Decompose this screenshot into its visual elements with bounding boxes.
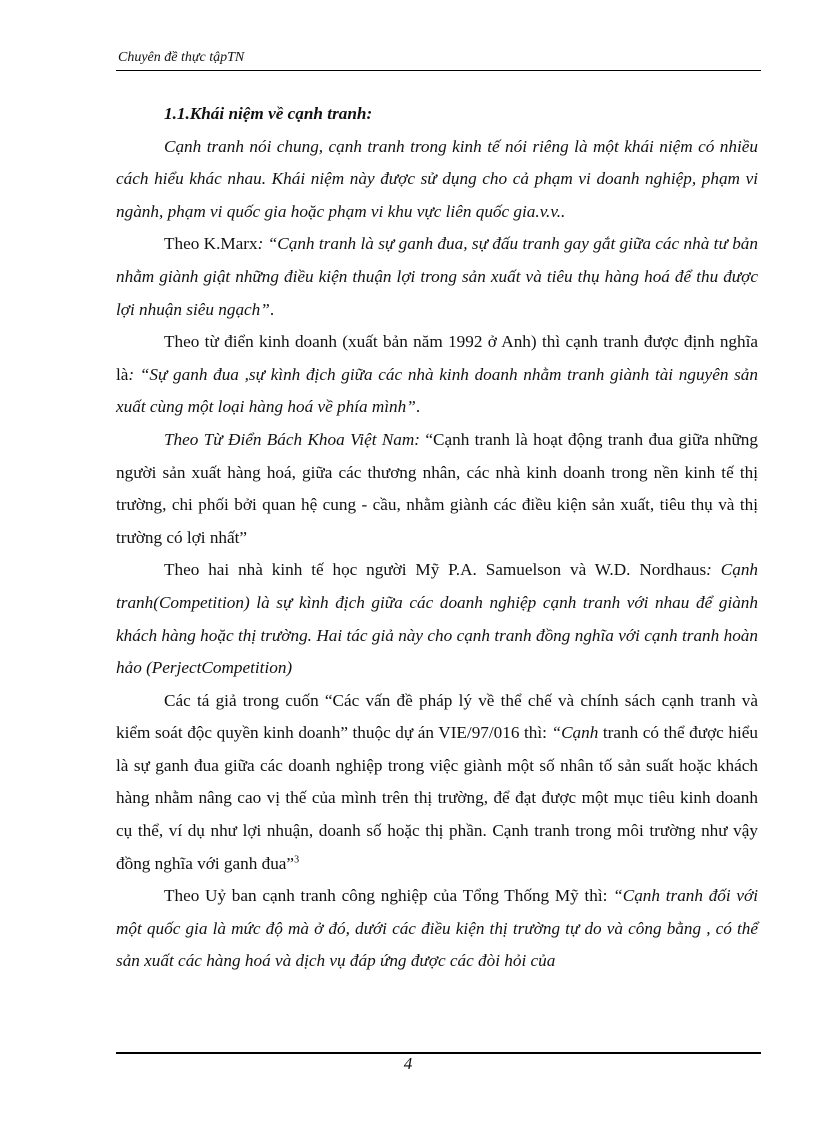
paragraph-dictionary (116, 326, 758, 424)
dictionary-quote: : “Sự ganh đua ,sự kình địch giữa các nhà kinh doanh nhằm tranh giành tài nguyên sản xuất cùng một loại hàng hoá về phía mình” (116, 364, 758, 417)
committee-quote: “Cạnh tranh đối với một quốc gia là mức độ mà ở đó, dưới các điều kiện thị trường tự do và công bằng , có thể sản xuất các hàng hoá và dịch vụ đáp ứng được các đòi hỏi của (116, 886, 758, 971)
footnote-marker: 3 (294, 853, 300, 865)
samuelson-lead: Theo hai nhà kinh tế học người Mỹ P.A. Samuelson và W.D. Nordhaus (164, 560, 707, 580)
dictionary-lead: Theo từ điển kinh doanh (xuất bản năm 1992 ở Anh) thì cạnh tranh được định nghĩa là (116, 332, 758, 384)
vie-text: tranh có thể được hiểu là sự ganh đua giữa các doanh nghiệp trong việc giành một số nhân tố sản suất hoặc khách hàng nhằm nâng cao vị thế của mình trên thị trường, để đạt được một mục tiêu kinh doanh cụ thể, ví dụ như lợi nhuận, doanh số hoặc thị phần. Cạnh tranh trong môi trường như vậy đồng nghĩa với ganh đua” (116, 723, 758, 873)
page-body (116, 98, 758, 978)
paragraph-samuelson (116, 554, 758, 684)
samuelson-quote: : Cạnh tranh(Competition) là sự kình địch giữa các doanh nghiệp cạnh tranh với nhau để giành khách hàng hoặc thị trường. Hai tác giả này cho cạnh tranh đồng nghĩa với cạnh tranh hoàn hảo (PerjectCompetition) (116, 560, 759, 678)
marx-end: . (269, 299, 275, 319)
section-heading: 1.1.Khái niệm về cạnh tranh: (164, 104, 373, 123)
marx-lead: Theo K.Marx (164, 234, 258, 254)
encyclopedia-text: “Cạnh tranh là hoạt động tranh đua giữa những người sản xuất hàng hoá, giữa các thương nhân, các nhà kinh doanh trong nền kinh tế thị trường, chi phối bởi quan hệ cung - cầu, nhằm giành các điều kiện sản xuất, tiêu thụ và thị trường có lợi nhất” (116, 429, 758, 547)
paragraph-encyclopedia (116, 424, 758, 554)
header-rule (116, 70, 761, 71)
marx-quote: : “Cạnh tranh là sự ganh đua, sự đấu tranh gay gắt giữa các nhà tư bản nhằm giành giật những điều kiện thuận lợi trong sản xuất và tiêu thụ hàng hoá để thu được lợi nhuận siêu ngạch” (116, 234, 758, 319)
vie-quote-open: “Cạnh (546, 723, 599, 743)
paragraph-us-committee (116, 880, 758, 978)
running-header: Chuyên đề thực tậpTN (118, 50, 245, 65)
page-number: 4 (403, 1054, 413, 1073)
paragraph-intro: Cạnh tranh nói chung, cạnh tranh trong kinh tế nói riêng là một khái niệm có nhiều cách hiểu khác nhau. Khái niệm này được sử dụng cho cả phạm vi doanh nghiệp, phạm vi ngành, phạm vi quốc gia hoặc phạm vi khu vực liên quốc gia.v.v.. (116, 136, 758, 221)
committee-lead: Theo Uỷ ban cạnh tranh công nghiệp của Tổng Thống Mỹ thì: (164, 886, 608, 906)
paragraph-marx (116, 228, 758, 326)
encyclopedia-lead: Theo Từ Điển Bách Khoa Việt Nam: (164, 429, 421, 449)
dictionary-end: . (415, 397, 421, 417)
paragraph-vie-project (116, 685, 758, 881)
vie-lead: Các tá giả trong cuốn “Các vấn đề pháp lý về thể chế và chính sách cạnh tranh và kiểm soát độc quyền kinh doanh” thuộc dự án VIE/97/016 thì: (116, 690, 758, 743)
